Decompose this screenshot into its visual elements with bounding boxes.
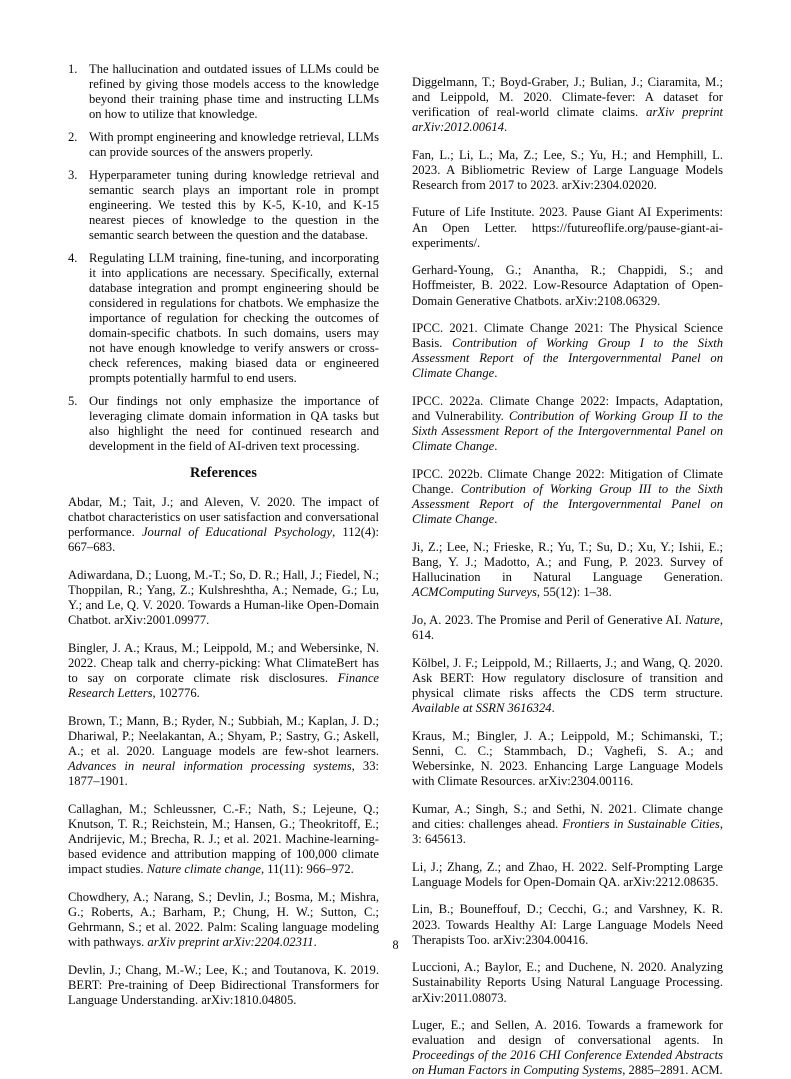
- reference-entry: [412, 205, 723, 250]
- reference-entry: [68, 641, 379, 701]
- reference-text: Callaghan, M.; Schleussner, C.-F.; Nath, S.; Lejeune, Q.; Knutson, T. R.; Reichstein, M.; Hansen, G.; Theokritoff, E.; Andrijevic, M.; Brecha, R. J.; et al. 2021. Machine-learning-based evidence and attribution mapping of 100,000 climate impact studies.: [68, 801, 379, 877]
- reference-source-title: Finance Research Letters: [68, 670, 379, 701]
- reference-source-title: Contribution of Working Group III to the Sixth Assessment Report of the Intergovernmental Panel on Climate Change: [412, 482, 723, 527]
- reference-entry: [412, 613, 723, 643]
- reference-entry: [412, 321, 723, 381]
- reference-text: IPCC. 2021. Climate Change 2021: The Physical Science Basis.: [412, 321, 723, 351]
- reference-text: Ji, Z.; Lee, N.; Frieske, R.; Yu, T.; Su, D.; Xu, Y.; Ishii, E.; Bang, Y. J.; Madotto, A.; and Fung, P. 2023. Survey of Hallucination in Natural Language Generation.: [412, 540, 723, 585]
- page-number: 8: [392, 938, 399, 952]
- two-column-body: [68, 62, 724, 1078]
- reference-source-title: Nature climate change: [146, 862, 261, 877]
- reference-text: , 614.: [412, 613, 723, 643]
- reference-entry: [412, 960, 723, 1005]
- left-column: [68, 62, 379, 1008]
- reference-entry: [412, 540, 723, 600]
- reference-text: , 112(4): 667–683.: [68, 525, 379, 555]
- reference-text: , 55(12): 1–38.: [536, 585, 612, 600]
- reference-source-title: Available at SSRN 3616324: [412, 701, 552, 716]
- conclusions-list: [68, 62, 379, 454]
- reference-source-title: Journal of Educational Psychology: [141, 525, 333, 540]
- reference-entry: [412, 467, 723, 527]
- reference-text: Kumar, A.; Singh, S.; and Sethi, N. 2021. Climate change and cities: challenges ahead.: [412, 801, 723, 831]
- reference-entry: [412, 1018, 723, 1078]
- conclusion-item: Our findings not only emphasize the importance of leveraging climate domain information in QA tasks but also highlight the need for continued research and development in the field of AI-driven text processing.: [89, 393, 379, 454]
- references-heading: References: [190, 465, 257, 482]
- reference-text: .: [504, 119, 508, 134]
- reference-text: Bingler, J. A.; Kraus, M.; Leippold, M.; and Webersinke, N. 2022. Cheap talk and cherry-picking: What ClimateBert has to say on corporate climate risk disclosures.: [68, 640, 379, 685]
- references-list-left: [68, 495, 379, 1008]
- reference-text: , 2885–2891. ACM.: [622, 1063, 723, 1078]
- reference-text: Future of Life Institute. 2023. Pause Giant AI Experiments: An Open Letter. https://futureoflife.org/pause-giant-ai-experiments/.: [412, 205, 723, 250]
- reference-text: Li, J.; Zhang, Z.; and Zhao, H. 2022. Self-Prompting Large Language Models for Open-Domain QA. arXiv:2212.08635.: [412, 859, 723, 889]
- reference-text: .: [313, 935, 317, 950]
- reference-text: Kraus, M.; Bingler, J. A.; Leippold, M.; Schimanski, T.; Senni, C. C.; Stammbach, D.; Vaghefi, S. A.; and Webersinke, N. 2023. Enhancing Large Language Models with Climate Resources. arXiv:2304.00116.: [412, 728, 723, 789]
- reference-source-title: Advances in neural information processing systems: [68, 759, 352, 774]
- reference-text: Jo, A. 2023. The Promise and Peril of Generative AI.: [412, 613, 686, 628]
- reference-source-title: arXiv preprint arXiv:2204.02311: [147, 935, 314, 950]
- reference-source-title: Frontiers in Sustainable Cities: [562, 816, 720, 831]
- reference-text: Devlin, J.; Chang, M.-W.; Lee, K.; and Toutanova, K. 2019. BERT: Pre-training of Deep Bidirectional Transformers for Language Understanding. arXiv:1810.04805.: [68, 962, 379, 1008]
- reference-entry: [412, 263, 723, 308]
- reference-text: Kölbel, J. F.; Leippold, M.; Rillaerts, J.; and Wang, Q. 2020. Ask BERT: How regulatory disclosure of transition and physical climate risks affects the CDS term structure.: [412, 655, 723, 701]
- reference-text: , 11(11): 966–972.: [260, 862, 354, 877]
- reference-source-title: Contribution of Working Group I to the Sixth Assessment Report of the Intergovernmental Panel on Climate Change: [412, 336, 723, 381]
- right-column: [412, 62, 723, 1079]
- reference-text: .: [551, 701, 555, 716]
- reference-text: Chowdhery, A.; Narang, S.; Devlin, J.; Bosma, M.; Mishra, G.; Roberts, A.; Barham, P.; Chung, H. W.; Sutton, C.; Gehrmann, S.; et al. 2022. Palm: Scaling language modeling with pathways.: [68, 889, 379, 950]
- reference-text: Fan, L.; Li, L.; Ma, Z.; Lee, S.; Yu, H.; and Hemphill, L. 2023. A Bibliometric Review of Large Language Models Research from 2017 to 2023. arXiv:2304.02020.: [412, 147, 723, 192]
- reference-text: IPCC. 2022b. Climate Change 2022: Mitigation of Climate Change.: [412, 467, 723, 497]
- reference-entry: [68, 963, 379, 1008]
- reference-text: , 102776.: [152, 686, 200, 701]
- reference-text: Abdar, M.; Tait, J.; and Aleven, V. 2020. The impact of chatbot characteristics on user satisfaction and conversational performance.: [68, 494, 379, 540]
- reference-entry: [412, 656, 723, 716]
- reference-entry: [68, 568, 379, 628]
- reference-text: .: [494, 439, 498, 454]
- references-list-right: [412, 75, 723, 1079]
- reference-text: Brown, T.; Mann, B.; Ryder, N.; Subbiah, M.; Kaplan, J. D.; Dhariwal, P.; Neelakantan, A.; Shyam, P.; Sastry, G.; Askell, A.; et al. 2020. Language models are few-shot learners.: [68, 713, 379, 758]
- conclusion-item: The hallucination and outdated issues of LLMs could be refined by giving those models access to the knowledge beyond their training phase time and instructing LLMs on how to utilize that knowledge.: [89, 62, 379, 122]
- reference-text: IPCC. 2022a. Climate Change 2022: Impacts, Adaptation, and Vulnerability.: [412, 394, 723, 424]
- reference-entry: [412, 148, 723, 193]
- reference-text: , 33: 1877–1901.: [68, 759, 379, 789]
- reference-entry: [68, 802, 379, 877]
- conclusion-item: Regulating LLM training, fine-tuning, and incorporating it into applications are necessary. Specifically, external database integration and prompt engineering should be considered in regulations for chatbots. We emphasize the importance of regulation for checking the outcomes of domain-specific chatbots. In such domains, users may not have enough knowledge to verify answers or cross-check references, making biased data or engineered prompts potentially harmful to end users.: [89, 250, 379, 386]
- reference-text: Gerhard-Young, G.; Anantha, R.; Chappidi, S.; and Hoffmeister, B. 2022. Low-Resource Adaptation of Open-Domain Generative Chatbots. arXiv:2108.06329.: [412, 263, 723, 308]
- reference-text: Luccioni, A.; Baylor, E.; and Duchene, N. 2020. Analyzing Sustainability Reports Using Natural Language Processing. arXiv:2011.08073.: [412, 960, 723, 1005]
- conclusion-item: With prompt engineering and knowledge retrieval, LLMs can provide sources of the answers properly.: [89, 129, 379, 159]
- conclusion-item: Hyperparameter tuning during knowledge retrieval and semantic search plays an important role in prompt engineering. We tested this by K-5, K-10, and K-15 nearest pieces of knowledge to the question in the semantic search between the question and the database.: [89, 167, 379, 242]
- reference-entry: [412, 394, 723, 454]
- reference-text: Lin, B.; Bouneffouf, D.; Cecchi, G.; and Varshney, K. R. 2023. Towards Healthy AI: Large Language Models Need Therapists Too. arXiv:2304.00416.: [412, 902, 723, 947]
- reference-entry: [412, 75, 723, 135]
- reference-text: Adiwardana, D.; Luong, M.-T.; So, D. R.; Hall, J.; Fiedel, N.; Thoppilan, R.; Yang, Z.; Kulshreshtha, A.; Nemade, G.; Lu, Y.; and Le, Q. V. 2020. Towards a Human-like Open-Domain Chatbot. arXiv:2001.09977.: [68, 567, 379, 628]
- reference-text: .: [494, 366, 498, 381]
- reference-entry: [68, 714, 379, 789]
- reference-text: Luger, E.; and Sellen, A. 2016. Towards a framework for evaluation and design of conversational agents. In: [412, 1018, 723, 1048]
- reference-text: , 3: 645613.: [412, 816, 723, 846]
- reference-source-title: Nature: [685, 613, 720, 628]
- reference-text: Diggelmann, T.; Boyd-Graber, J.; Bulian, J.; Ciaramita, M.; and Leippold, M. 2020. Climate-fever: A dataset for verification of real-world climate claims.: [412, 74, 723, 119]
- reference-entry: [412, 802, 723, 847]
- reference-source-title: ACMComputing Surveys: [412, 585, 537, 600]
- reference-source-title: Proceedings of the 2016 CHI Conference Extended Abstracts on Human Factors in Computing Systems: [412, 1048, 723, 1078]
- reference-entry: [412, 729, 723, 789]
- reference-entry: [68, 495, 379, 555]
- reference-source-title: Contribution of Working Group II to the Sixth Assessment Report of the Intergovernmental Panel on Climate Change: [412, 409, 724, 454]
- reference-entry: [412, 860, 723, 890]
- reference-text: .: [494, 512, 498, 527]
- reference-source-title: arXiv preprint arXiv:2012.00614: [412, 104, 723, 134]
